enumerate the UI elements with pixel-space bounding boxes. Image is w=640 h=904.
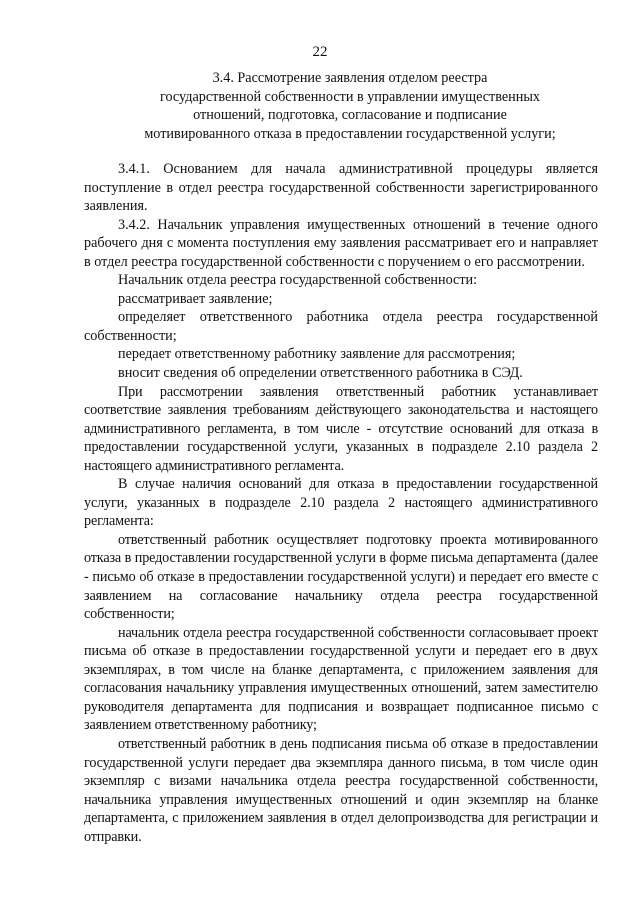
heading-line: мотивированного отказа в предоставлении государственной услуги; — [144, 125, 556, 142]
paragraph: ответственный работник в день подписания письма об отказе в предоставлении государственной услуги передает два экземпляра данного письма, в том числе один экземпляр с визами начальника отдела реестра государственной собственности, начальника управления имущественных отношений и один экземпляр на бланке департамента, с приложением заявления в отдел делопроизводства для регистрации и отправки. — [84, 735, 598, 845]
paragraph: 3.4.1. Основанием для начала административной процедуры является поступление в отдел реестра государственной собственности зарегистрированного заявления. — [84, 161, 598, 215]
paragraph: Начальник отдела реестра государственной собственности: — [118, 272, 478, 289]
paragraph: При рассмотрении заявления ответственный работник устанавливает соответствие заявления требованиям действующего законодательства и настоящего административного регламента, в том числе - отсутствие оснований для отказа в предоставлении государственной услуги, указанных в подразделе 2.10 раздела 2 настоящего административного регламента. — [84, 383, 598, 474]
heading-line: 3.4. Рассмотрение заявления отделом реестра — [212, 70, 488, 86]
paragraph: 3.4.2. Начальник управления имущественных отношений в течение одного рабочего дня с момента поступления ему заявления рассматривает его и направляет в отдел реестра государственной собственности с поручением о его рассмотрении. — [84, 216, 598, 270]
paragraph: ответственный работник осуществляет подготовку проекта мотивированного отказа в предоставлении государственной услуги в форме письма департамента (далее - письмо об отказе в предоставлении государственной услуги) и передает его вместе с заявлением на согласование начальнику отдела реестра государственной собственности; — [84, 531, 598, 623]
document-body — [84, 160, 598, 846]
page-number: 22 — [312, 44, 328, 60]
paragraph: В случае наличия оснований для отказа в предоставлении государственной услуги, указанных в подразделе 2.10 раздела 2 настоящего административного регламента: — [84, 476, 598, 530]
paragraph: определяет ответственного работника отдела реестра государственной собственности; — [84, 309, 598, 344]
paragraph: рассматривает заявление; — [118, 290, 273, 307]
heading-line: государственной собственности в управлении имущественных — [160, 88, 540, 105]
heading-line: отношений, подготовка, согласование и подписание — [193, 107, 507, 123]
section-heading — [90, 69, 610, 143]
paragraph: передает ответственному работнику заявление для рассмотрения; — [118, 346, 516, 363]
paragraph: начальник отдела реестра государственной собственности согласовывает проект письма об отказе в предоставлении государственной услуги и передает его в двух экземплярах, в том числе на бланке департамента, с приложением заявления для согласования начальнику управления имущественных отношений, затем заместителю руководителя департамента для подписания и возвращает подписанное письмо с заявлением ответственному работнику; — [84, 624, 598, 734]
paragraph: вносит сведения об определении ответственного работника в СЭД. — [118, 365, 523, 382]
